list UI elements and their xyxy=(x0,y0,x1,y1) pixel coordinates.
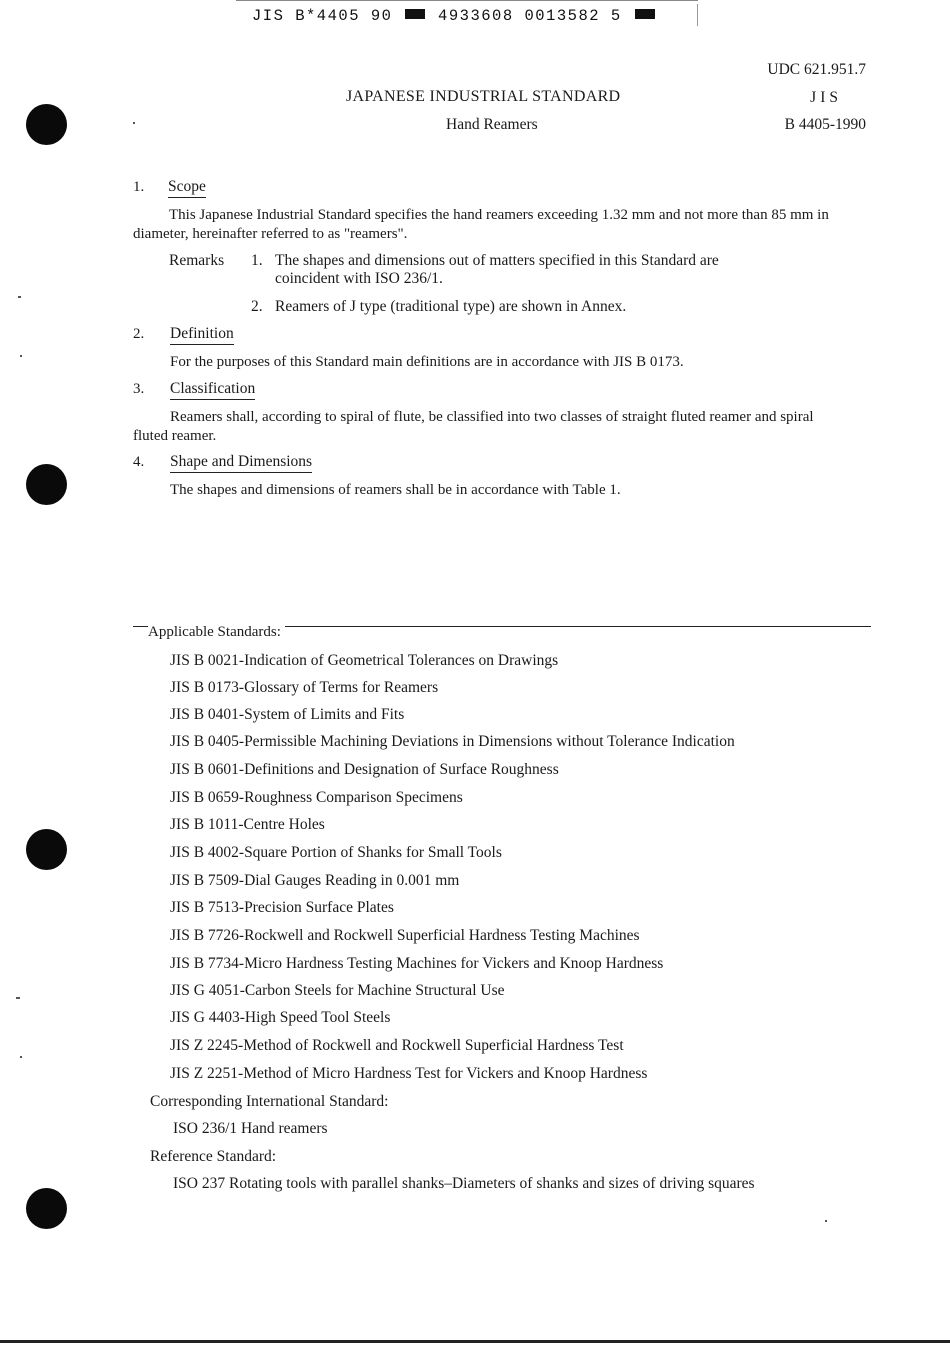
standard-item: JIS B 0405-Permissible Machining Deviations in Dimensions without Tolerance Indication xyxy=(170,733,735,750)
section-number: 3. xyxy=(133,381,145,397)
scan-speck xyxy=(20,1056,22,1058)
bottom-border-line xyxy=(0,1340,950,1343)
binder-hole xyxy=(26,829,67,870)
binder-hole xyxy=(26,104,67,145)
remark-1-line1: The shapes and dimensions out of matters specified in this Standard are xyxy=(275,252,719,269)
redaction-block xyxy=(405,9,425,19)
header-tick-mark xyxy=(697,4,698,26)
scope-paragraph: This Japanese Industrial Standard specifies the hand reamers exceeding 1.32 mm and not more than 85 mm in diameter, hereinafter referred to as "reamers". xyxy=(133,207,829,242)
standard-item: JIS B 0659-Roughness Comparison Specimens xyxy=(170,789,463,806)
scan-speck xyxy=(18,296,21,298)
remark-number: 1. xyxy=(251,252,263,269)
remark-1-line2: coincident with ISO 236/1. xyxy=(275,270,443,287)
section-heading-classification: Classification xyxy=(170,380,255,400)
standard-item: JIS B 0173-Glossary of Terms for Reamers xyxy=(170,679,439,696)
applicable-standards-label: Applicable Standards: xyxy=(148,624,285,641)
scan-speck xyxy=(133,122,135,124)
standard-item: JIS B 0401-System of Limits and Fits xyxy=(170,706,405,723)
remarks-label: Remarks xyxy=(169,252,225,269)
standard-item: JIS G 4051-Carbon Steels for Machine Structural Use xyxy=(170,982,505,999)
standard-number: B 4405-1990 xyxy=(784,116,866,133)
definition-paragraph: For the purposes of this Standard main definitions are in accordance with JIS B 0173. xyxy=(170,354,684,370)
scan-speck xyxy=(20,355,22,357)
udc-number: UDC 621.951.7 xyxy=(767,61,866,78)
standard-item: JIS Z 2245-Method of Rockwell and Rockwell Superficial Hardness Test xyxy=(170,1037,624,1054)
international-standard-item: ISO 236/1 Hand reamers xyxy=(173,1120,328,1137)
standard-item: JIS B 4002-Square Portion of Shanks for Small Tools xyxy=(170,844,502,861)
section-number: 1. xyxy=(133,179,145,195)
binder-hole xyxy=(26,464,67,505)
redaction-block xyxy=(635,9,655,19)
shape-paragraph: The shapes and dimensions of reamers shall be in accordance with Table 1. xyxy=(170,482,621,498)
standard-item: JIS B 0021-Indication of Geometrical Tolerances on Drawings xyxy=(170,652,559,669)
corresponding-international-label: Corresponding International Standard: xyxy=(150,1093,389,1110)
standard-item: JIS B 0601-Definitions and Designation of Surface Roughness xyxy=(170,761,559,778)
classification-paragraph: Reamers shall, according to spiral of flute, be classified into two classes of straight fluted reamer and spiral fluted reamer. xyxy=(133,409,814,444)
section-heading-shape-dimensions: Shape and Dimensions xyxy=(170,453,312,473)
section-heading-scope: Scope xyxy=(168,178,206,198)
standard-item: JIS B 1011-Centre Holes xyxy=(170,816,325,833)
remark-2-text: Reamers of J type (traditional type) are shown in Annex. xyxy=(275,298,627,315)
header-code-part2: 4933608 0013582 5 xyxy=(438,7,622,25)
header-code-part1: JIS B*4405 90 xyxy=(252,7,393,25)
standard-item: JIS B 7513-Precision Surface Plates xyxy=(170,899,394,916)
standard-item: JIS Z 2251-Method of Micro Hardness Test for Vickers and Knoop Hardness xyxy=(170,1065,648,1082)
binder-hole xyxy=(26,1188,67,1229)
document-title: JAPANESE INDUSTRIAL STANDARD xyxy=(346,88,621,105)
reference-standard-item: ISO 237 Rotating tools with parallel shanks–Diameters of shanks and sizes of driving squares xyxy=(173,1175,755,1192)
jis-mark: JIS xyxy=(810,89,842,106)
standard-item: JIS G 4403-High Speed Tool Steels xyxy=(170,1009,391,1026)
running-header-code xyxy=(252,7,657,25)
section-number: 4. xyxy=(133,454,145,470)
scan-speck xyxy=(16,997,20,999)
top-border-line xyxy=(236,0,698,1)
section-heading-definition: Definition xyxy=(170,325,234,345)
remark-number: 2. xyxy=(251,298,263,315)
document-subtitle: Hand Reamers xyxy=(446,116,538,133)
scan-speck xyxy=(825,1220,827,1222)
standard-item: JIS B 7726-Rockwell and Rockwell Superficial Hardness Testing Machines xyxy=(170,927,640,944)
section-number: 2. xyxy=(133,326,145,342)
reference-standard-label: Reference Standard: xyxy=(150,1148,277,1165)
standard-item: JIS B 7509-Dial Gauges Reading in 0.001 mm xyxy=(170,872,460,889)
standard-item: JIS B 7734-Micro Hardness Testing Machines for Vickers and Knoop Hardness xyxy=(170,955,664,972)
